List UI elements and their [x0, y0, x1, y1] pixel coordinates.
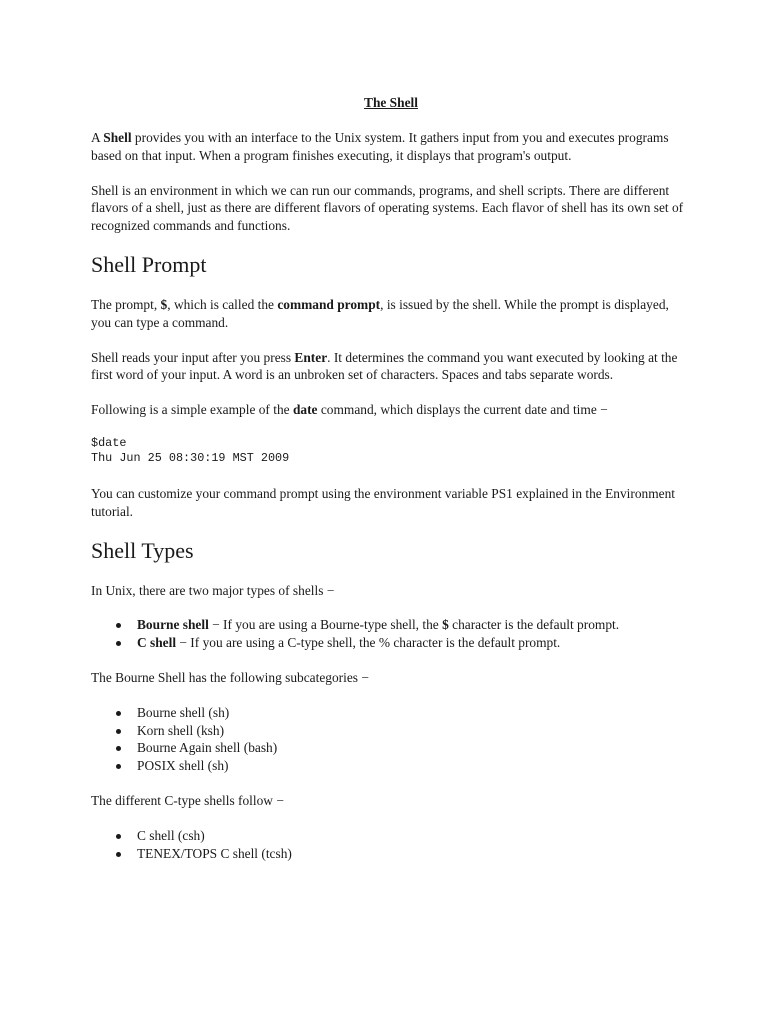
list-item: C shell (csh): [137, 827, 691, 845]
bullet-icon: [116, 852, 121, 857]
code-sample: [91, 436, 691, 466]
code-line: $date: [91, 435, 127, 450]
bullet-icon: [116, 729, 121, 734]
prompt-paragraph-1: The prompt, $, which is called the command prompt, is issued by the shell. While the prompt is displayed, you can type a command.: [91, 296, 669, 330]
prompt-paragraph-3: Following is a simple example of the date command, which displays the current date and time −: [91, 402, 608, 418]
intro-paragraph-1: A Shell provides you with an interface to the Unix system. It gathers input from you and executes programs based on that input. When a program finishes executing, it displays that program's output.: [91, 130, 669, 163]
list-item: Bourne Again shell (bash): [137, 739, 691, 757]
types-paragraph-2: The Bourne Shell has the following subcategories −: [91, 669, 369, 685]
list-item: Bourne shell − If you are using a Bourne-type shell, the $ character is the default prompt.: [137, 616, 691, 634]
c-shell-list: [91, 827, 691, 863]
bourne-subcategories-list: [91, 704, 691, 775]
bullet-icon: [116, 764, 121, 769]
intro-paragraph-2: Shell is an environment in which we can run our commands, programs, and shell scripts. There are different flavors of a shell, just as there are different flavors of operating systems. Each flavor of shell has its own set of recognized commands and functions.: [91, 182, 684, 234]
document-page: [91, 94, 691, 879]
list-item: POSIX shell (sh): [137, 757, 691, 775]
bullet-icon: [116, 746, 121, 751]
shell-term: Shell: [103, 130, 132, 145]
heading-shell-prompt: Shell Prompt: [91, 251, 207, 277]
code-line: Thu Jun 25 08:30:19 MST 2009: [91, 450, 290, 465]
prompt-paragraph-2: Shell reads your input after you press Enter. It determines the command you want executed by looking at the first word of your input. A word is an unbroken set of characters. Spaces and tabs separate words.: [91, 349, 678, 383]
list-item: TENEX/TOPS C shell (tcsh): [137, 845, 691, 863]
list-item: C shell − If you are using a C-type shell, the % character is the default prompt.: [137, 634, 691, 652]
list-item: Korn shell (ksh): [137, 722, 691, 740]
heading-shell-types: Shell Types: [91, 537, 194, 563]
bullet-icon: [116, 711, 121, 716]
bullet-icon: [116, 623, 121, 628]
bullet-icon: [116, 834, 121, 839]
types-paragraph-1: In Unix, there are two major types of shells −: [91, 582, 335, 598]
major-shell-types-list: [91, 616, 691, 652]
document-title: The Shell: [364, 95, 418, 110]
list-item: Bourne shell (sh): [137, 704, 691, 722]
types-paragraph-3: The different C-type shells follow −: [91, 792, 284, 808]
bullet-icon: [116, 641, 121, 646]
prompt-paragraph-4: You can customize your command prompt using the environment variable PS1 explained in the Environment tutorial.: [91, 485, 675, 519]
